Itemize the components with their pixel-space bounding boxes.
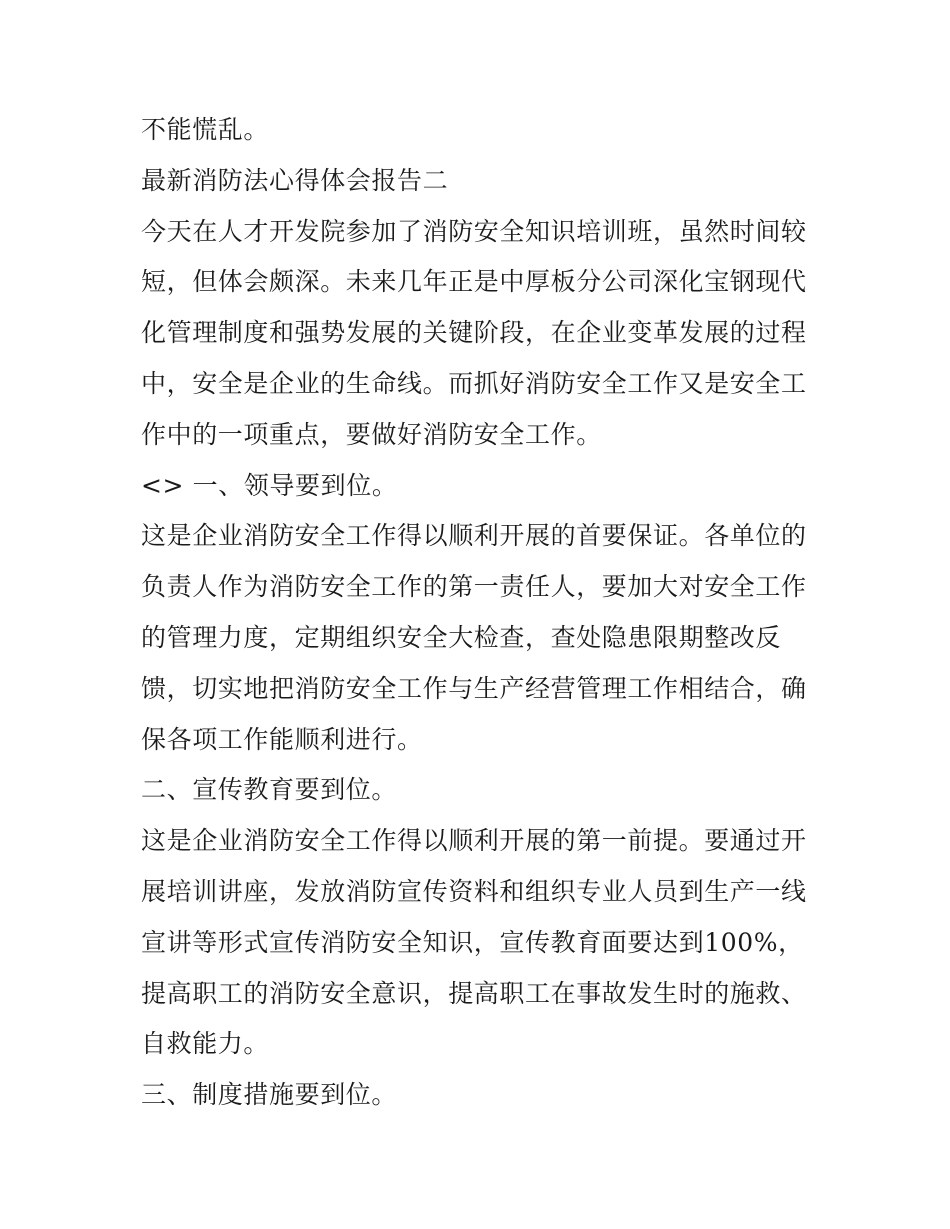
paragraph-continuation: 不能慌乱。	[141, 115, 270, 144]
document-body	[141, 105, 821, 1121]
section-heading: 最新消防法心得体会报告二	[141, 165, 449, 195]
list-heading-1: <> 一、领导要到位。	[141, 470, 398, 500]
list-heading-3: 三、制度措施要到位。	[141, 1080, 398, 1110]
paragraph: 这是企业消防安全工作得以顺利开展的第一前提。要通过开展培训讲座，发放消防宣传资料和组织专业人员到生产一线宣讲等形式宣传消防安全知识，宣传教育面要达到100%，提高职工的消防安全意识，提高职工在事故发生时的施救、自救能力。	[141, 826, 807, 1059]
paragraph: 这是企业消防安全工作得以顺利开展的首要保证。各单位的负责人作为消防安全工作的第一责任人，要加大对安全工作的管理力度，定期组织安全大检查，查处隐患限期整改反馈，切实地把消防安全工作与生产经营管理工作相结合，确保各项工作能顺利进行。	[141, 521, 807, 754]
list-heading-2: 二、宣传教育要到位。	[141, 775, 398, 805]
paragraph: 今天在人才开发院参加了消防安全知识培训班，虽然时间较短，但体会颇深。未来几年正是中厚板分公司深化宝钢现代化管理制度和强势发展的关键阶段，在企业变革发展的过程中，安全是企业的生命线。而抓好消防安全工作又是安全工作中的一项重点，要做好消防安全工作。	[141, 216, 807, 449]
